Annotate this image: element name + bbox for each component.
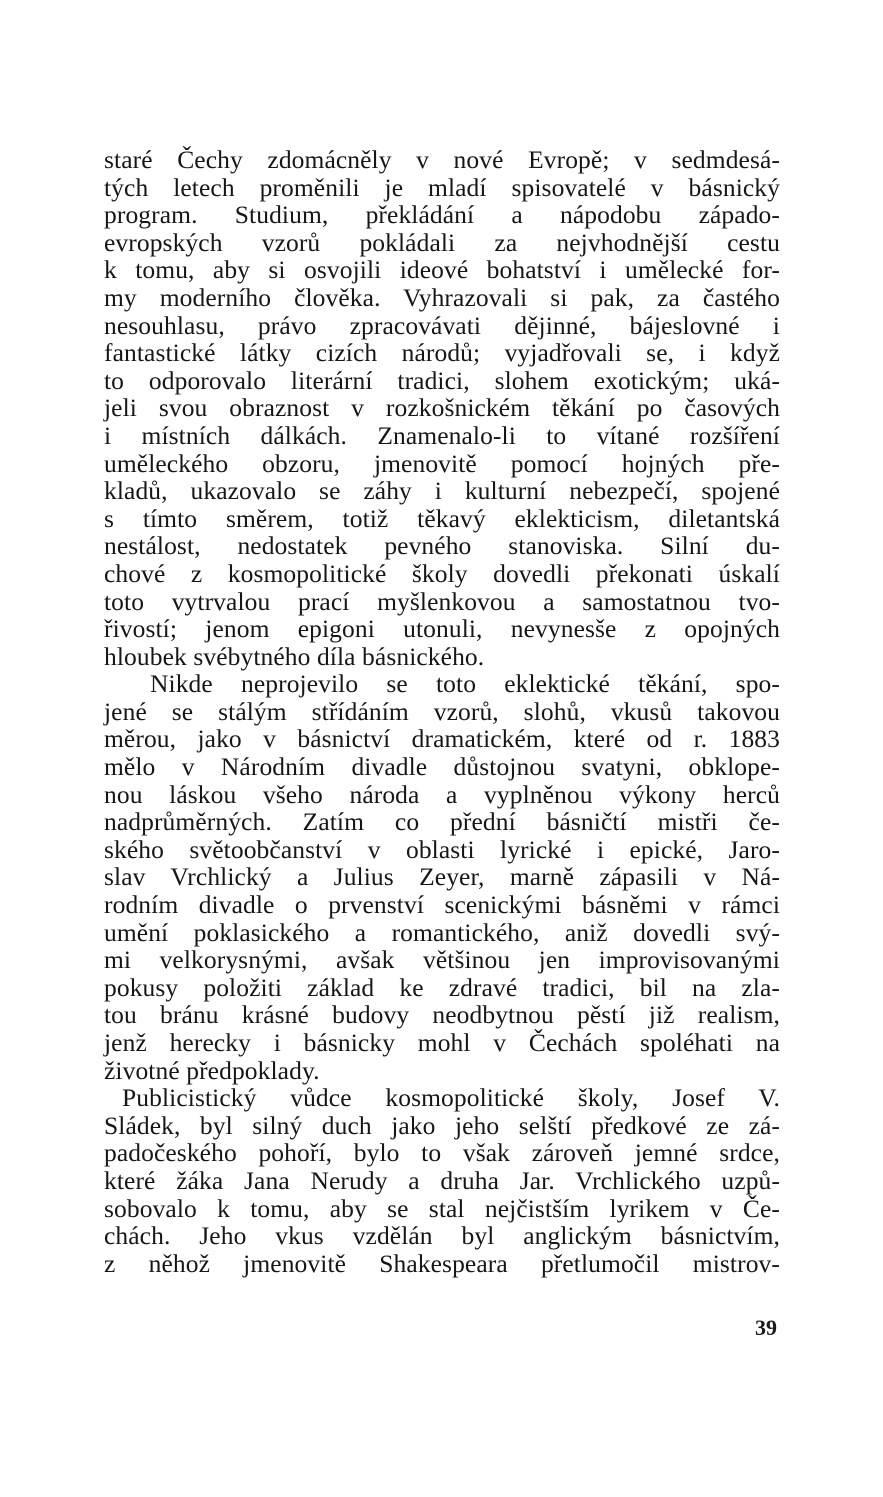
text-line: staré Čechy zdomácněly v nové Evropě; v sedmdesá- — [104, 145, 780, 174]
text-line: kladů, ukazovalo se záhy i kulturní nebezpečí, spojené — [104, 476, 780, 506]
text-line: nesouhlasu, právo zpracovávati dějinné, bájeslovné i — [104, 310, 780, 340]
text-line: Publicistický vůdce kosmopolitické školy, Josef V. — [122, 1083, 780, 1113]
text-line: Sládek, byl silný duch jako jeho selští předkové ze zá- — [104, 1110, 780, 1140]
text-line: nadprůměrných. Zatím co přední básničtí mistři če- — [104, 807, 780, 837]
text-line: pokusy položiti základ ke zdravé tradici, bil na zla- — [104, 972, 780, 1002]
text-line: nou láskou všeho národa a vyplněnou výkony herců — [104, 779, 780, 809]
text-line: tých letech proměnili je mladí spisovatelé v básnický — [104, 172, 780, 202]
text-line: i místních dálkách. Znamenalo-li to vítané rozšíření — [104, 420, 780, 450]
text-line: evropských vzorů pokládali za nejvhodnější cestu — [104, 227, 780, 257]
text-line: měrou, jako v básnictví dramatickém, které od r. 1883 — [104, 724, 780, 754]
text-line: sobovalo k tomu, aby se stal nejčistším lyrikem v Če- — [104, 1193, 780, 1223]
text-line: chách. Jeho vkus vzdělán byl anglickým básnictvím, — [104, 1221, 780, 1251]
text-line: tou bránu krásné budovy neodbytnou pěstí již realism, — [104, 1000, 780, 1030]
text-line: řivostí; jenom epigoni utonuli, nevynesše z opojných — [104, 614, 780, 644]
text-line: fantastické látky cizích národů; vyjadřovali se, i když — [104, 338, 780, 368]
text-line: jenž herecky i básnicky mohl v Čechách spoléhati na — [104, 1028, 780, 1057]
paragraph-2 — [104, 670, 780, 1084]
text-line: nestálost, nedostatek pevného stanoviska. Silní du- — [104, 531, 780, 561]
text-line: to odporovalo literární tradici, slohem exotickým; uká- — [104, 365, 780, 395]
text-line: mi velkorysnými, avšak většinou jen improvisovanými — [104, 945, 780, 975]
text-line: jeli svou obraznost v rozkošnickém těkání po časových — [104, 393, 780, 423]
text-line: toto vytrvalou prací myšlenkovou a samostatnou tvo- — [104, 586, 780, 616]
text-line: ského světoobčanství v oblasti lyrické i epické, Jaro- — [104, 834, 780, 864]
text-line: my moderního člověka. Vyhrazovali si pak, za častého — [104, 282, 780, 312]
text-line: jené se stálým střídáním vzorů, slohů, vkusů takovou — [104, 696, 780, 726]
text-line: s tímto směrem, totiž těkavý eklekticism, diletantská — [104, 503, 780, 533]
page-number: 39 — [755, 1315, 777, 1340]
text-line: uměleckého obzoru, jmenovitě pomocí hojných pře- — [104, 448, 780, 478]
text-line: mělo v Národním divadle důstojnou svatyni, obklope- — [104, 752, 780, 782]
text-line: z něhož jmenovitě Shakespeara přetlumočil mistrov- — [104, 1248, 780, 1278]
text-line: které žáka Jana Nerudy a druha Jar. Vrchlického uzpů- — [104, 1165, 780, 1195]
text-line: hloubek svébytného díla básnického. — [104, 641, 485, 671]
text-line: životné předpoklady. — [104, 1055, 320, 1085]
text-line: k tomu, aby si osvojili ideové bohatství i umělecké for- — [104, 255, 780, 285]
text-line: Nikde neprojevilo se toto eklektické těkání, spo- — [150, 669, 780, 699]
paragraph-1 — [104, 146, 780, 670]
page-body — [104, 146, 780, 1277]
text-line: umění poklasického a romantického, aniž dovedli svý- — [104, 917, 780, 947]
text-line: rodním divadle o prvenství scenickými básněmi v rámci — [104, 890, 780, 920]
text-line: program. Studium, překládání a nápodobu západo- — [104, 200, 780, 230]
text-line: chové z kosmopolitické školy dovedli překonati úskalí — [104, 558, 780, 588]
text-line: slav Vrchlický a Julius Zeyer, marně zápasili v Ná- — [104, 862, 780, 892]
paragraph-3 — [104, 1084, 780, 1277]
text-line: padočeského pohoří, bylo to však zároveň jemné srdce, — [104, 1138, 780, 1168]
